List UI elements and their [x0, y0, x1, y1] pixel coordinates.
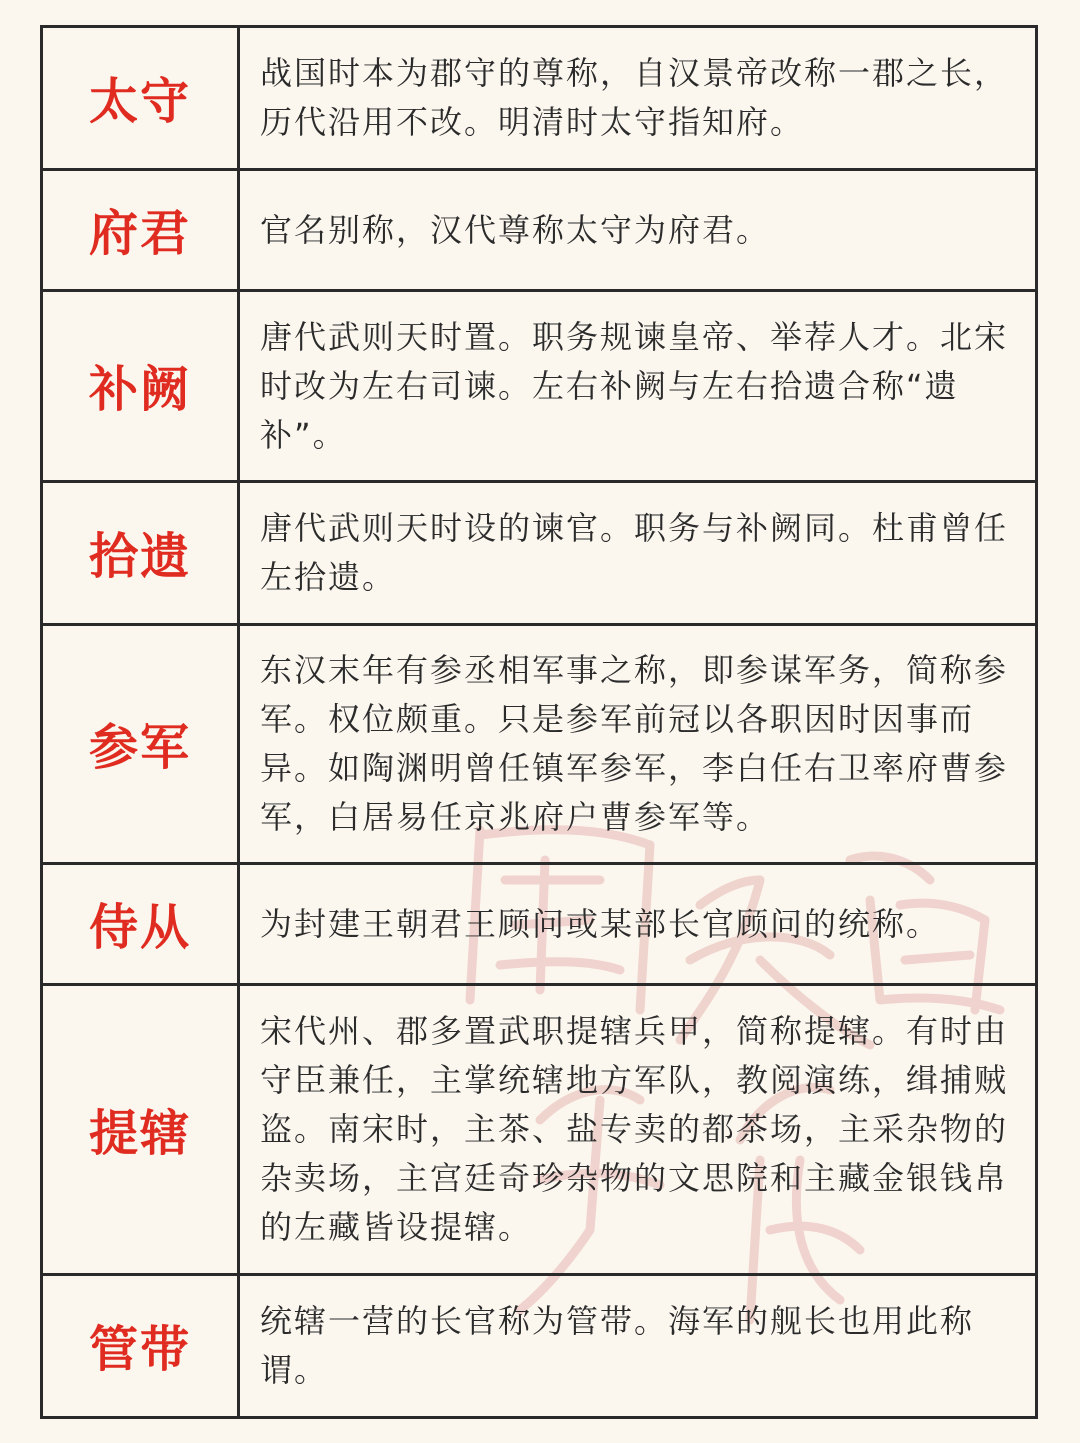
term-label: 府君	[88, 205, 191, 262]
term-cell	[43, 28, 240, 171]
description-text: 战国时本为郡守的尊称，自汉景帝改称一郡之长，历代沿用不改。明清时太守指知府。	[260, 54, 1009, 141]
term-label: 管带	[88, 1321, 191, 1378]
term-label: 拾遗	[88, 528, 191, 585]
term-label: 补阙	[88, 361, 191, 418]
description-text: 唐代武则天时置。职务规谏皇帝、举荐人才。北宋时改为左右司谏。左右补阙与左右拾遗合称“遗补”。	[260, 317, 1009, 454]
description-text: 宋代州、郡多置武职提辖兵甲，简称提辖。有时由守臣兼任，主掌统辖地方军队，教阅演练，缉捕贼盗。南宋时，主茶、盐专卖的都茶场，主采杂物的杂卖场，主宫廷奇珍杂物的文思院和主藏金银钱帛的左藏皆设提辖。	[260, 1012, 1009, 1246]
term-cell	[43, 986, 240, 1276]
term-label: 参军	[88, 719, 191, 776]
description-cell	[240, 483, 1035, 626]
description-cell	[240, 865, 1035, 986]
description-text: 为封建王朝君王顾问或某部长官顾问的统称。	[260, 904, 941, 943]
description-cell	[240, 171, 1035, 292]
term-cell	[43, 483, 240, 626]
term-cell	[43, 292, 240, 483]
description-text: 官名别称，汉代尊称太守为府君。	[260, 210, 771, 249]
description-cell	[240, 292, 1035, 483]
officials-table	[40, 25, 1038, 1419]
term-label: 提辖	[88, 1104, 191, 1162]
term-cell	[43, 1276, 240, 1416]
term-label: 侍从	[88, 899, 191, 956]
term-label: 太守	[88, 73, 191, 130]
term-cell	[43, 626, 240, 865]
description-cell	[240, 28, 1035, 171]
description-cell	[240, 626, 1035, 865]
term-cell	[43, 865, 240, 986]
description-text: 统辖一营的长官称为管带。海军的舰长也用此称谓。	[260, 1302, 975, 1389]
term-cell	[43, 171, 240, 292]
description-cell	[240, 1276, 1035, 1416]
description-text: 唐代武则天时设的谏官。职务与补阙同。杜甫曾任左拾遗。	[260, 509, 1009, 596]
description-text: 东汉末年有参丞相军事之称，即参谋军务，简称参军。权位颇重。只是参军前冠以各职因时因事而异。如陶渊明曾任镇军参军，李白任右卫率府曹参军，白居易任京兆府户曹参军等。	[260, 651, 1009, 836]
description-cell	[240, 986, 1035, 1276]
